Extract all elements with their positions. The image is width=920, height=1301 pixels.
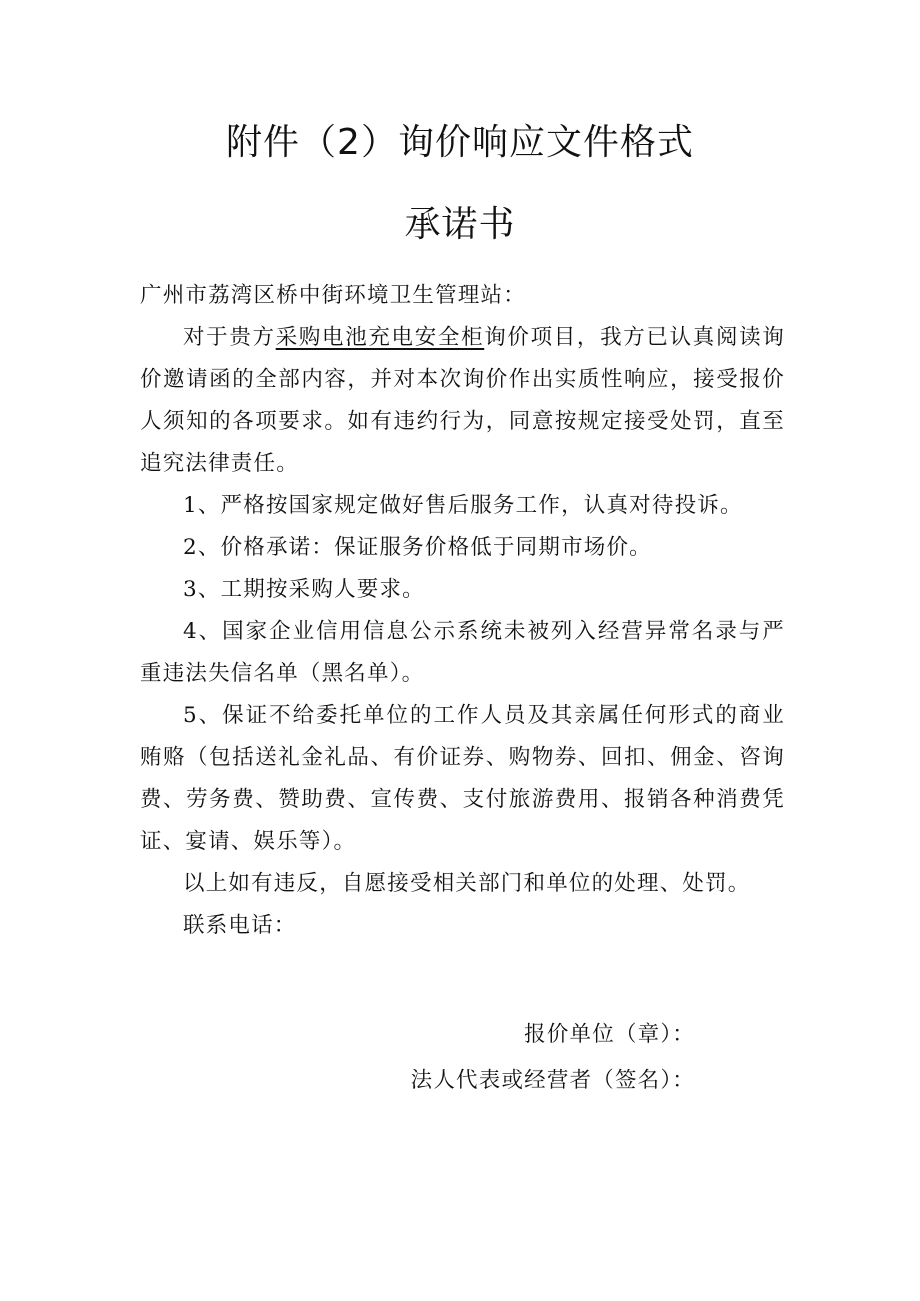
intro-before: 对于贵方 <box>183 325 276 350</box>
attachment-title: 附件（2）询价响应文件格式 <box>226 122 694 163</box>
intro-after: 询价项目，我方已认真阅读询价邀请函的全部内容，并对本次询价作出实质性响应，接受报价人须知的各项要求。如有违约行为，同意按规定接受处罚，直至追究法律责任。 <box>140 325 785 476</box>
project-name: 采购电池充电安全柜 <box>275 325 485 350</box>
commitment-item: 5、保证不给委托单位的工作人员及其亲属任何形式的商业贿赂（包括送礼金礼品、有价证券、购物券、回扣、佣金、咨询费、劳务费、赞助费、宣传费、支付旅游费用、报销各种消费凭证、宴请、娱乐等）。 <box>140 703 785 854</box>
representative-signature-label: 法人代表或经营者（签名）： <box>410 1068 695 1093</box>
commitment-item: 2、价格承诺：保证服务价格低于同期市场价。 <box>183 535 652 560</box>
commitment-item: 4、国家企业信用信息公示系统未被列入经营异常名录与严重违法失信名单（黑名单）。 <box>140 619 785 686</box>
intro-paragraph <box>140 317 785 485</box>
addressee: 广州市荔湾区桥中街环境卫生管理站： <box>140 283 526 308</box>
commitment-item: 1、严格按国家规定做好售后服务工作，认真对待投诉。 <box>183 493 743 518</box>
closing-statement: 以上如有违反，自愿接受相关部门和单位的处理、处罚。 <box>183 871 751 896</box>
contact-phone-label: 联系电话： <box>183 913 297 938</box>
commitment-item: 3、工期按采购人要求。 <box>183 577 425 602</box>
letter-body <box>140 275 785 947</box>
document-title: 承诺书 <box>404 204 516 245</box>
quoting-unit-seal-label: 报价单位（章）： <box>524 1022 695 1047</box>
